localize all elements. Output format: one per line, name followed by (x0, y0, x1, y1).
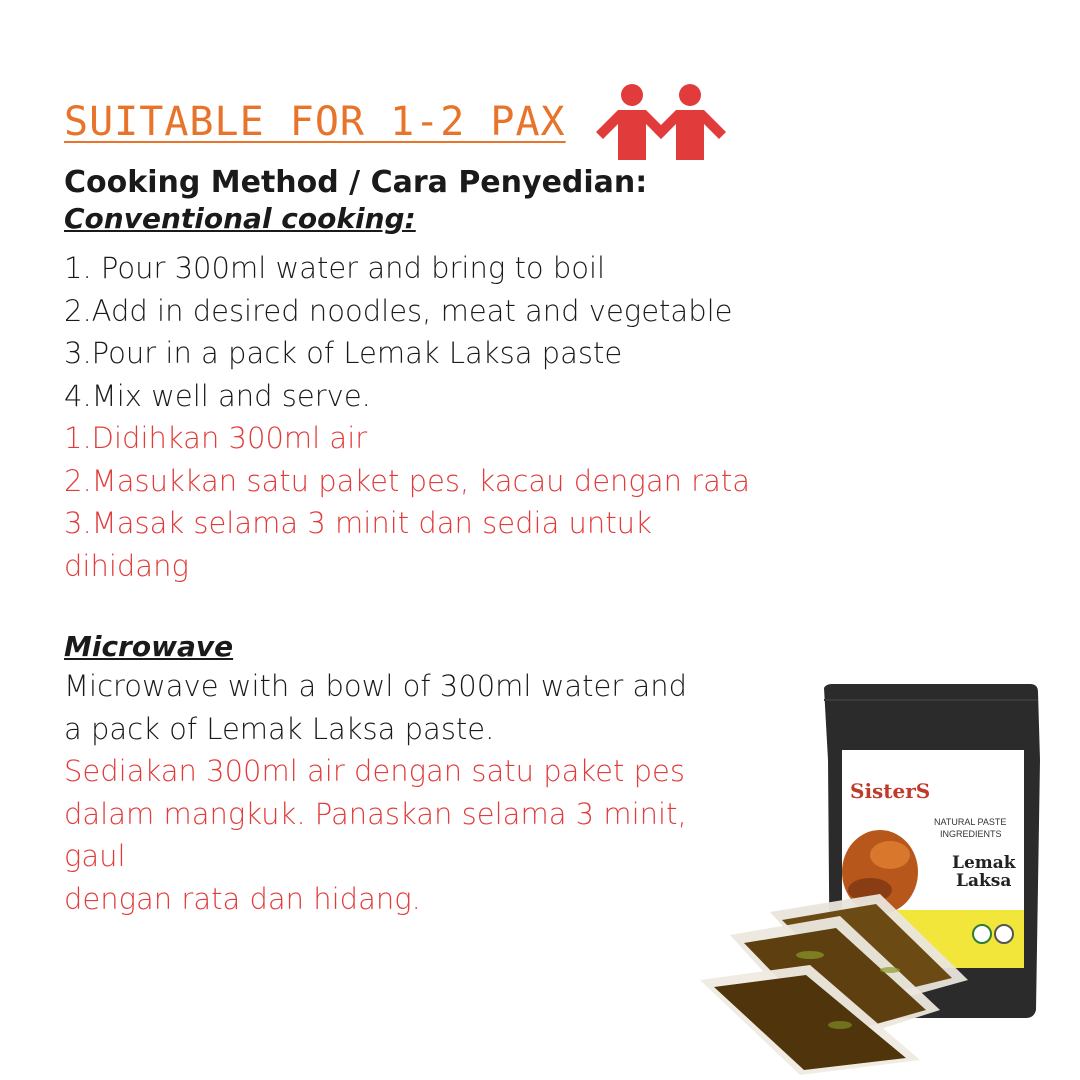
step-ms-2: 2.Masukkan satu paket pes, kacau dengan rata (64, 463, 751, 498)
microwave-en-1: Microwave with a bowl of 300ml water and (64, 669, 688, 703)
cooking-method (64, 165, 754, 920)
product-name-1: Lemak (952, 853, 1016, 873)
cert-seal (995, 925, 1013, 943)
step-en-3: 3.Pour in a pack of Lemak Laksa paste (64, 336, 623, 370)
page-title: SUITABLE FOR 1-2 PAX (64, 99, 566, 145)
microwave-ms-2: dalam mangkuk. Panaskan selama 3 minit, gaul (64, 796, 687, 873)
brand-logo: SisterS (850, 779, 931, 803)
product-image (690, 680, 1070, 1075)
microwave-title: Microwave (64, 630, 234, 663)
step-en-1: 1. Pour 300ml water and bring to boil (64, 251, 606, 285)
label-line-2: INGREDIENTS (940, 829, 1002, 839)
two-people-icon (596, 84, 726, 160)
step-ms-3: 3.Masak selama 3 minit dan sedia untuk (64, 506, 652, 540)
step-en-2: 2.Add in desired noodles, meat and vegetable (64, 293, 733, 328)
microwave-ms-1: Sediakan 300ml air dengan satu paket pes (64, 754, 685, 788)
label-line-1: NATURAL PASTE (934, 817, 1007, 827)
halal-seal (973, 925, 991, 943)
step-ms-3-cont: dihidang (64, 548, 189, 583)
conventional-title: Conventional cooking: (64, 202, 416, 235)
microwave-en-2: a pack of Lemak Laksa paste. (64, 711, 495, 746)
method-title: Cooking Method / Cara Penyedian: (64, 165, 648, 200)
heading (64, 84, 726, 160)
step-ms-1: 1.Didihkan 300ml air (64, 421, 368, 455)
step-en-4: 4.Mix well and serve. (64, 378, 371, 413)
product-name-2: Laksa (956, 871, 1012, 891)
microwave-ms-3: dengan rata dan hidang. (64, 881, 421, 916)
